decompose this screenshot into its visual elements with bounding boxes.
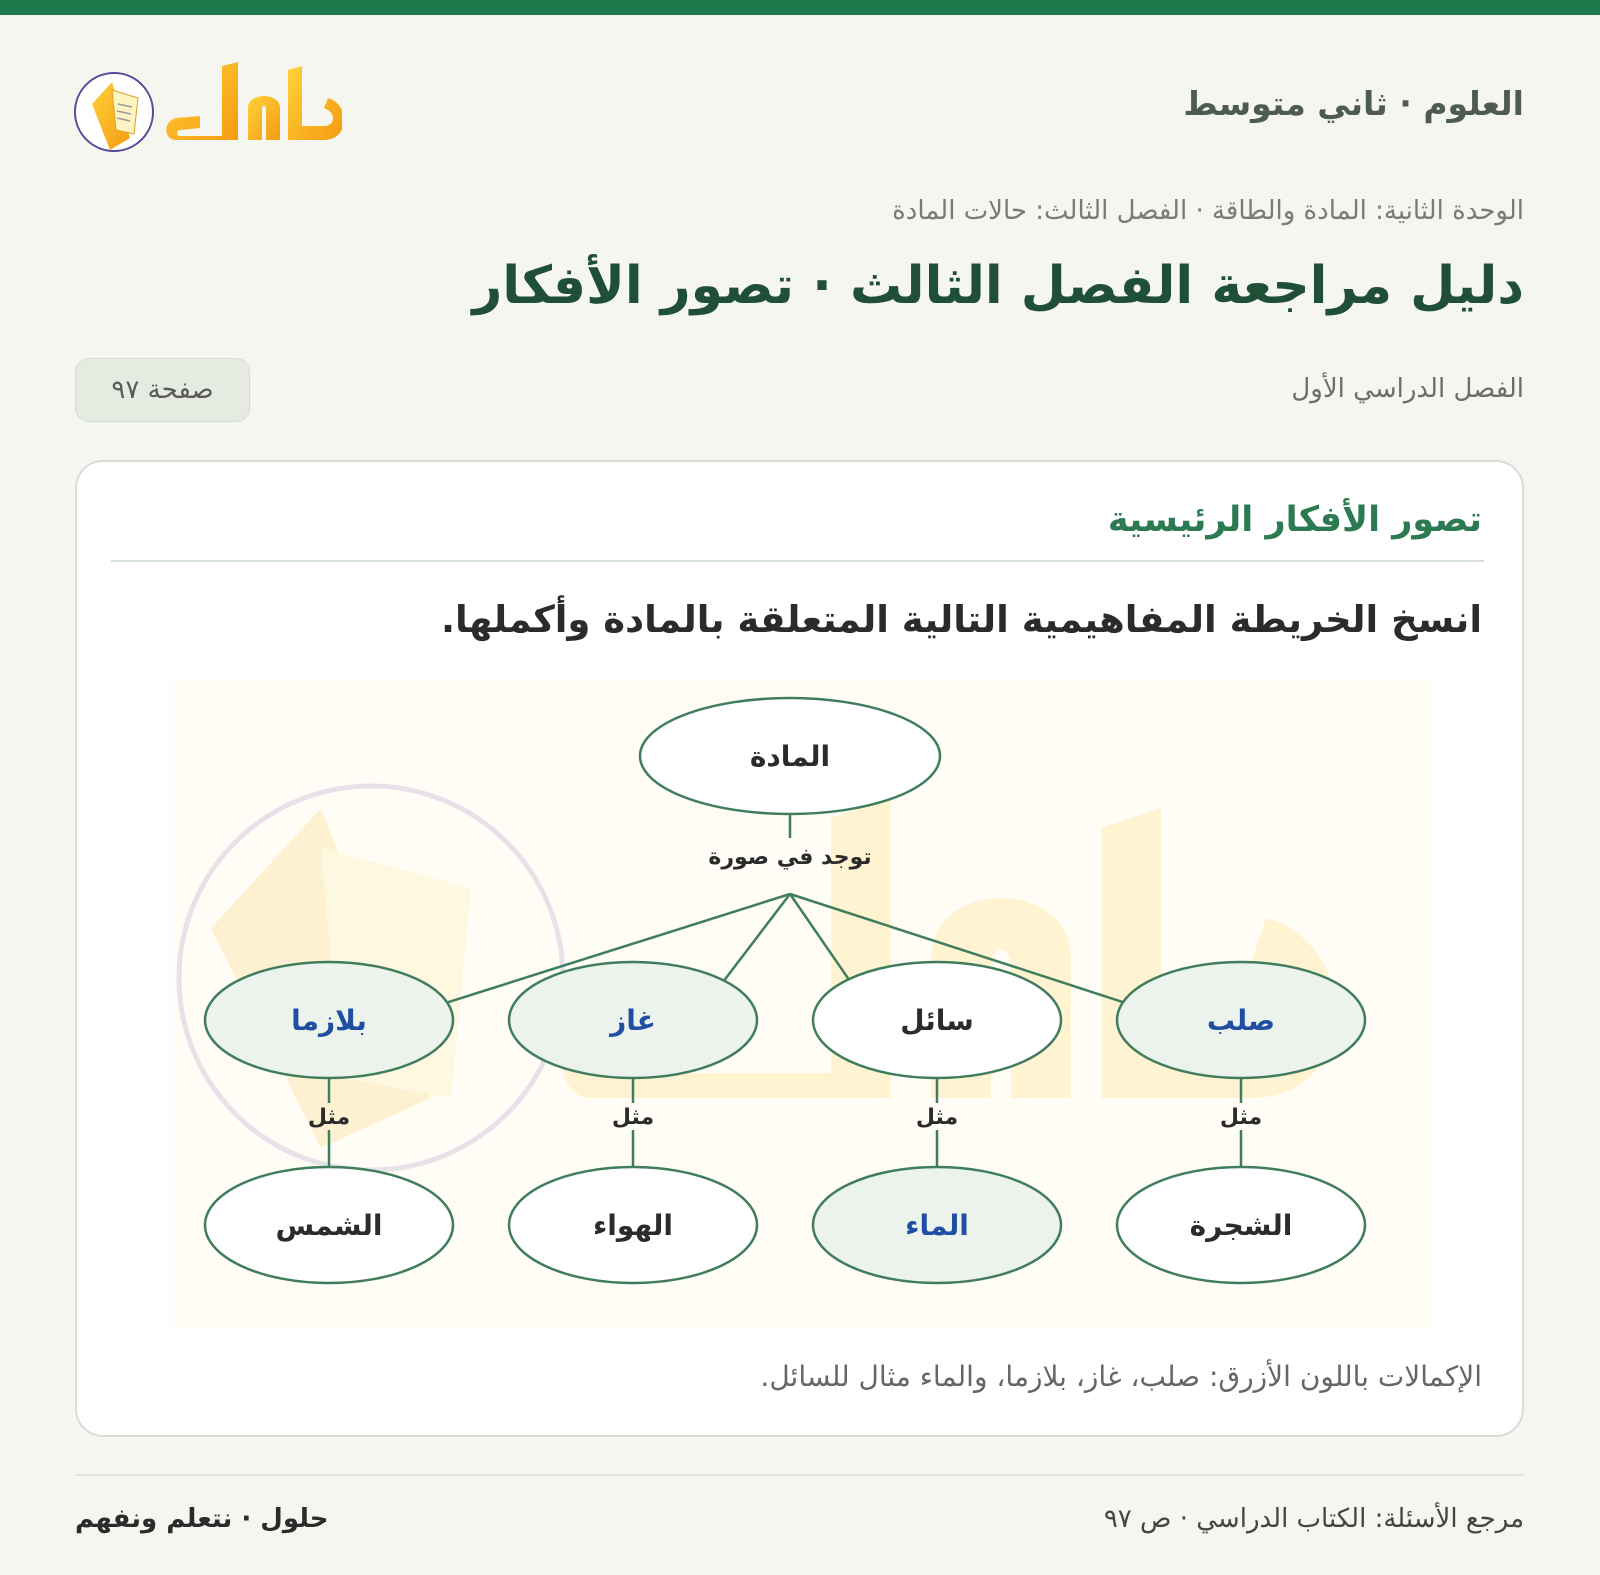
question-text: انسخ الخريطة المفاهيمية التالية المتعلقة بالمادة وأكملها. [440, 598, 1482, 641]
concept-map-card [75, 460, 1524, 1437]
node-example-0 [1117, 1167, 1365, 1283]
node-example-1-label: الماء [905, 1209, 969, 1242]
answer-note: الإكمالات باللون الأزرق: صلب، غاز، بلازما، والماء مثال للسائل. [760, 1360, 1482, 1393]
footer-brand: حلول · نتعلم ونفهم [75, 1504, 329, 1534]
link-label-example-3: مثل [307, 1105, 351, 1130]
link-label-root: توجد في صورة [708, 845, 872, 870]
logo-wordmark [166, 62, 342, 140]
node-state-3 [205, 962, 453, 1078]
node-example-1 [813, 1167, 1061, 1283]
link-label-example-0: مثل [1219, 1105, 1263, 1130]
footer-divider [75, 1474, 1524, 1476]
node-state-3-label: بلازما [291, 1004, 367, 1037]
link-label-example-1: مثل [915, 1105, 959, 1130]
subject-grade: العلوم · ثاني متوسط [1183, 84, 1524, 123]
node-state-2-label: غاز [610, 1004, 656, 1037]
node-state-0-label: صلب [1206, 1004, 1276, 1037]
section-title: تصور الأفكار الرئيسية [1107, 500, 1482, 540]
page-number-badge: صفحة ٩٧ [75, 358, 250, 422]
node-state-1-label: سائل [900, 1004, 974, 1037]
concept-map-diagram [171, 678, 1433, 1328]
page-title: دليل مراجعة الفصل الثالث · تصور الأفكار [472, 256, 1524, 316]
footer-reference: مرجع الأسئلة: الكتاب الدراسي · ص ٩٧ [1103, 1504, 1524, 1534]
semester-label: الفصل الدراسي الأول [1291, 374, 1524, 404]
link-label-example-2: مثل [611, 1105, 655, 1130]
node-example-2 [509, 1167, 757, 1283]
node-root-label: المادة [749, 740, 831, 773]
brand-logo[interactable] [72, 52, 342, 160]
node-example-3 [205, 1167, 453, 1283]
node-example-3-label: الشمس [275, 1209, 383, 1242]
node-example-0-label: الشجرة [1189, 1209, 1293, 1242]
node-state-1 [813, 962, 1061, 1078]
section-divider [111, 560, 1484, 562]
top-accent-bar [0, 0, 1600, 15]
node-example-2-label: الهواء [592, 1209, 674, 1242]
logo-graphic [72, 52, 342, 160]
node-root [640, 698, 940, 814]
node-state-0 [1117, 962, 1365, 1078]
breadcrumb: الوحدة الثانية: المادة والطاقة · الفصل الثالث: حالات المادة [892, 196, 1524, 226]
node-state-2 [509, 962, 757, 1078]
